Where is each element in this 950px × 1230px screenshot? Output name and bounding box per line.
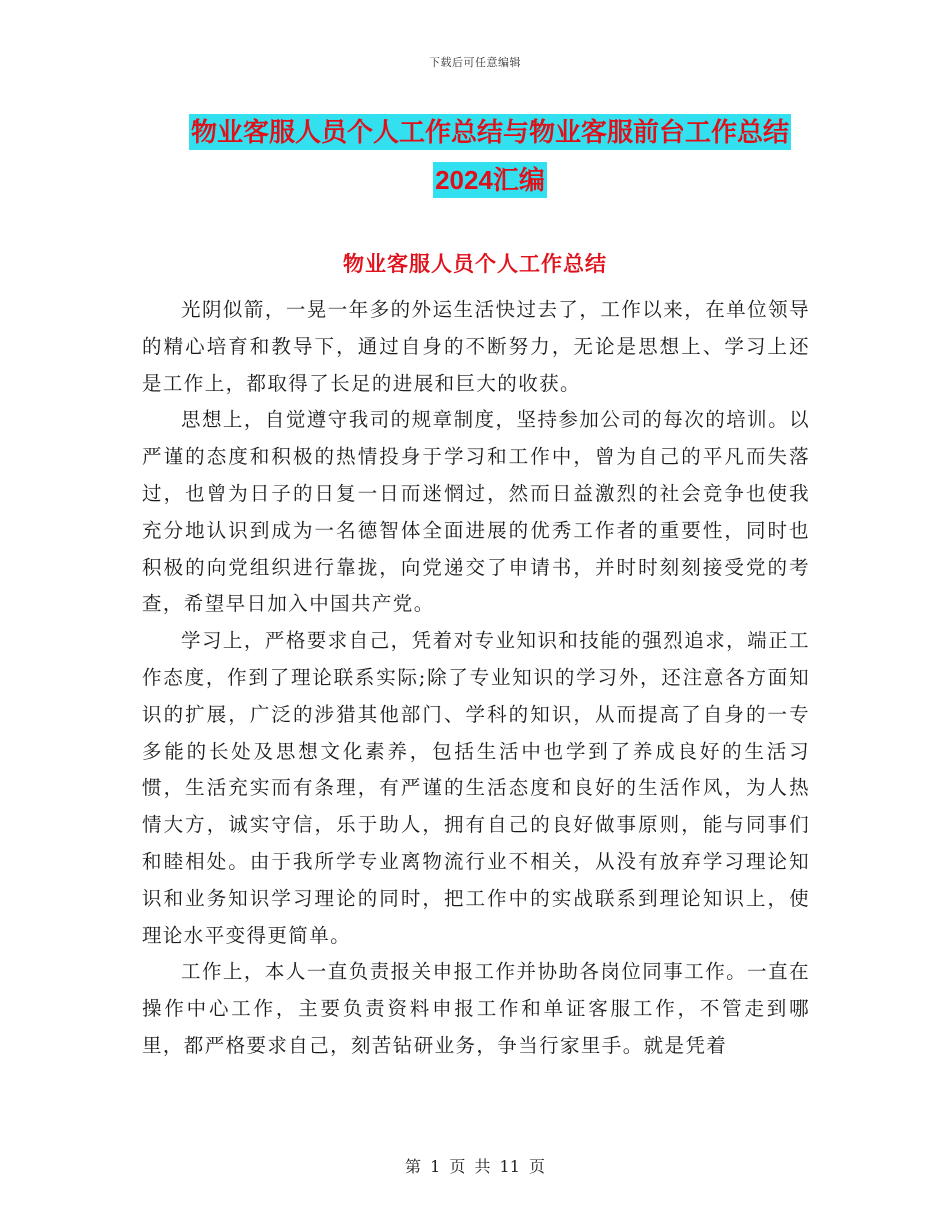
section-title: 物业客服人员个人工作总结 <box>343 253 607 276</box>
document-title-line1: 物业客服人员个人工作总结与物业客服前台工作总结 <box>189 114 791 150</box>
page-footer: 第 1 页 共 11 页 <box>405 1157 545 1176</box>
document-title-line2: 2024汇编 <box>433 162 547 198</box>
paragraph: 工作上，本人一直负责报关申报工作并协助各岗位同事工作。一直在操作中心工作，主要负责资料申报工作和单证客服工作，不管走到哪里，都严格要求自己，刻苦钻研业务，争当行家里手。就是凭着 <box>142 960 810 1057</box>
paragraph: 学习上，严格要求自己，凭着对专业知识和技能的强烈追求，端正工作态度，作到了理论联系实际;除了专业知识的学习外，还注意各方面知识的扩展，广泛的涉猎其他部门、学科的知识，从而提高了自身的一专多能的长处及思想文化素养，包括生活中也学到了养成良好的生活习惯，生活充实而有条理，有严谨的生活态度和良好的生活作风，为人热情大方，诚实守信，乐于助人，拥有自己的良好做事原则，能与同事们和睦相处。由于我所学专业离物流行业不相关，从没有放弃学习理论知识和业务知识学习理论的同时，把工作中的实战联系到理论知识上，使理论水平变得更简单。 <box>142 629 810 947</box>
header-note: 下载后可任意编辑 <box>429 56 521 69</box>
document-body <box>142 292 810 1065</box>
paragraph: 思想上，自觉遵守我司的规章制度，坚持参加公司的每次的培训。以严谨的态度和积极的热情投身于学习和工作中，曾为自己的平凡而失落过，也曾为日子的日复一日而迷惘过，然而日益激烈的社会竞争也使我充分地认识到成为一名德智体全面进展的优秀工作者的重要性，同时也积极的向党组织进行靠拢，向党递交了申请书，并时时刻刻接受党的考查，希望早日加入中国共产党。 <box>142 408 810 616</box>
document-title <box>110 108 870 204</box>
paragraph: 光阴似箭，一晃一年多的外运生活快过去了，工作以来，在单位领导的精心培育和教导下，通过自身的不断努力，无论是思想上、学习上还是工作上，都取得了长足的进展和巨大的收获。 <box>142 298 810 395</box>
